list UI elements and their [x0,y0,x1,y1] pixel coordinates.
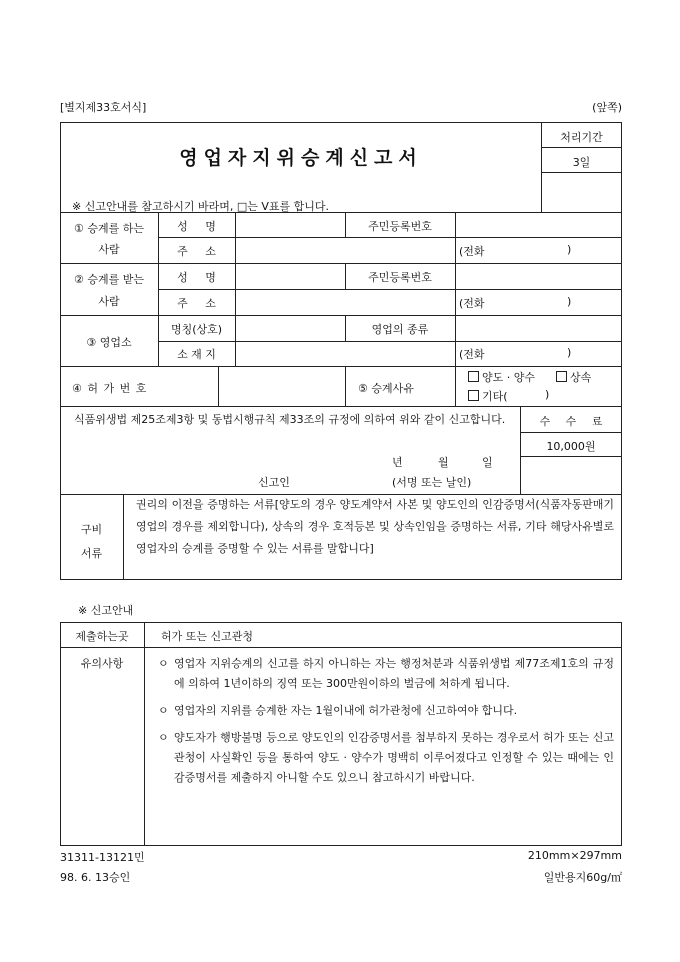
processing-period-label: 처리기간 [560,131,603,144]
declaration-month: 월 [438,456,449,469]
reason-transfer-option[interactable]: 양도 · 양수 [468,369,535,385]
footer-approval: 98. 6. 13승인 [60,871,131,884]
license-number-field[interactable] [219,367,344,405]
business-type-label: 영업의 종류 [371,323,429,336]
checkbox-other[interactable] [468,390,479,401]
page-side-label: (앞쪽) [592,101,622,114]
assignor-label-line2: 사람 [98,243,120,256]
documents-label-line1: 구비 [80,523,103,536]
submit-label: 제출하는곳 [75,630,129,643]
signature-hint: (서명 또는 날인) [392,476,472,489]
assignee-name-label: 성 명 [177,271,216,284]
checkbox-inherit[interactable] [556,371,567,382]
fee-label: 수 수 료 [539,415,603,428]
assignee-phone-field[interactable] [490,290,564,314]
business-phone-label: (전화 [459,348,485,361]
assignor-name-field[interactable] [236,213,344,236]
assignee-label-line2: 사람 [98,295,120,308]
reason-inherit-option[interactable]: 상속 [556,369,591,385]
assignor-address-field[interactable] [236,238,454,262]
assignee-rrn-field[interactable] [456,264,621,288]
notes-list-wrap [158,654,614,795]
location-label: 소 재 지 [177,348,216,361]
checkbox-transfer[interactable] [468,371,479,382]
declaration-text: 식품위생법 제25조제3항 및 동법시행규칙 제33조의 규정에 의하여 위와 같이 신고합니다. [74,413,506,426]
fee-value: 10,000원 [546,440,596,453]
reason-label: ⑤ 승계사유 [358,382,414,395]
trade-name-field[interactable] [236,316,344,340]
note-bullet: ㅇ [158,704,169,717]
documents-text: 권리의 이전을 증명하는 서류[양도의 경우 양도계약서 사본 및 양도인의 인감증명서(식품자동판매기영업의 경우를 제외합니다), 상속의 경우 호적등본 및 상속인임을 증명하는 서류, 기타 해당사유별로 영업자의 승계를 증명할 수 있는 서류를 말합니다] [136,498,614,555]
assignee-phone-close: ) [567,295,572,308]
processing-period-value: 3일 [572,156,591,169]
assignee-address-field[interactable] [236,290,454,314]
assignor-phone-close: ) [567,243,572,256]
business-phone-close: ) [567,346,572,359]
business-phone-field[interactable] [490,342,564,365]
assignee-name-field[interactable] [236,264,344,288]
submit-value: 허가 또는 신고관청 [161,630,254,643]
reason-other-option[interactable]: 기타( [468,388,508,404]
declaration-year: 년 [392,456,403,469]
assignor-name-label: 성 명 [177,220,216,233]
trade-name-label: 명칭(상호) [170,323,223,336]
documents-label-line2: 서류 [80,547,103,560]
footer-form-number: 31311-13121민 [60,851,145,864]
form-number-label: [별지제33호서식] [60,101,147,114]
assignor-address-label: 주 소 [177,245,216,258]
note-item: ㅇ 양도자가 행방불명 등으로 양도인의 인감증명서를 첨부하지 못하는 경우로서 허가 또는 신고관청이 사실확인 등을 통하여 양도 · 양수가 명백히 이루어졌다고 인정할 수 있는 때에는 인감증명서를 제출하지 아니할 수도 있으니 참고하시기 바랍니다. [158,728,614,788]
business-label: ③ 영업소 [86,336,132,349]
declarant-label: 신고인 [258,476,290,489]
declaration-day: 일 [482,456,493,469]
notes-label: 유의사항 [80,657,124,670]
assignee-label-line1: ② 승계를 받는 [74,273,144,286]
assignor-rrn-label: 주민등록번호 [368,220,432,233]
note-item: ㅇ 영업자의 지위를 승계한 자는 1월이내에 허가관청에 신고하여야 합니다. [158,701,614,721]
business-type-field[interactable] [456,316,621,340]
note-bullet: ㅇ [158,657,169,670]
guide-note: ※ 신고안내를 참고하시기 바라며, □는 V표를 합니다. [72,200,329,213]
assignee-address-label: 주 소 [177,297,216,310]
license-number-label: ④ 허 가 번 호 [72,382,148,395]
assignee-rrn-label: 주민등록번호 [368,271,432,284]
footer-paper-type: 일반용지60g/㎡ [543,871,622,884]
location-field[interactable] [236,342,454,365]
assignor-phone-field[interactable] [490,238,564,262]
assignor-phone-label: (전화 [459,245,485,258]
reason-other-close: ) [545,388,550,401]
guide-title: ※ 신고안내 [78,604,134,617]
notes-list [158,654,614,788]
note-item: ㅇ 영업자 지위승계의 신고를 하지 아니하는 자는 행정처분과 식품위생법 제77조제1호의 규정에 의하여 1년이하의 징역 또는 300만원이하의 벌금에 처하게 됩니다. [158,654,614,694]
assignor-label-line1: ① 승계를 하는 [74,222,144,235]
note-bullet: ㅇ [158,731,169,744]
form-title: 영업자지위승계신고서 [179,147,423,169]
assignor-rrn-field[interactable] [456,213,621,236]
footer-paper-size: 210mm×297mm [527,849,622,862]
assignee-phone-label: (전화 [459,297,485,310]
